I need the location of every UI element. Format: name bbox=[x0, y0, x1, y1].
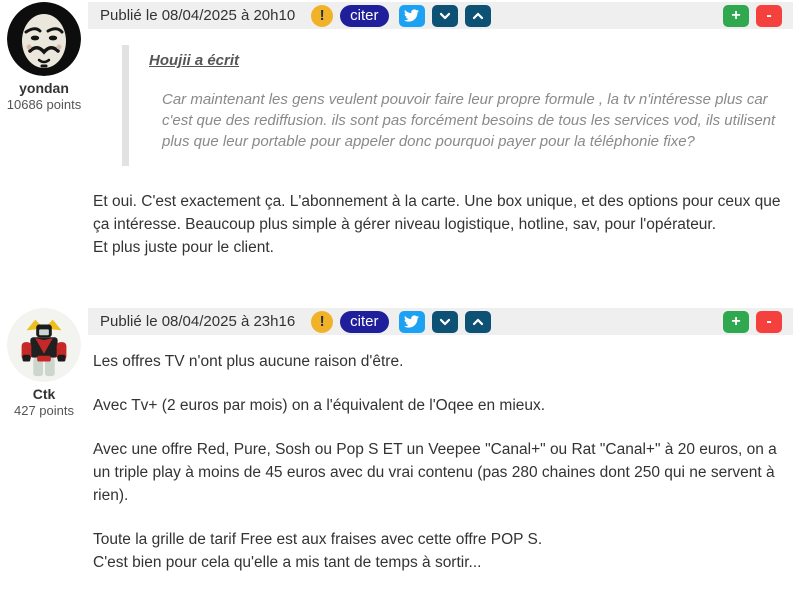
downvote-minus-button[interactable]: - bbox=[756, 311, 782, 333]
twitter-bird-icon bbox=[404, 314, 419, 329]
quote-text: Car maintenant les gens veulent pouvoir faire leur propre formule , la tv n'intéresse plus car c'est que des rediffusion. ils sont pas forcément besoins de tous les services vod, ils utilisent plus que leur portable pour appeler donc pourquoi payer pour la téléphonie fixe? bbox=[162, 91, 776, 150]
chevron-up-icon bbox=[470, 8, 486, 24]
author-column bbox=[0, 2, 88, 280]
post-paragraph: Avec une offre Red, Pure, Sosh ou Pop S ET un Veepee "Canal+" ou Rat "Canal+" à 20 euros, on a un triple play à moins de 45 euros avec du vrai contenu (pas 280 chaines dont 250 qui ne servent à rien). bbox=[93, 441, 777, 504]
report-warning-button[interactable]: ! bbox=[311, 5, 333, 27]
move-up-button[interactable] bbox=[465, 5, 491, 27]
published-date: Publié le 08/04/2025 à 20h10 bbox=[100, 7, 296, 24]
quote-block bbox=[122, 45, 793, 166]
post-header-bar bbox=[88, 308, 793, 335]
avatar[interactable] bbox=[7, 2, 81, 76]
author-points: 427 points bbox=[14, 403, 74, 418]
twitter-share-button[interactable] bbox=[399, 5, 425, 27]
post-paragraph: Les offres TV n'ont plus aucune raison d'être. bbox=[93, 353, 404, 370]
upvote-plus-button[interactable]: + bbox=[723, 311, 749, 333]
downvote-minus-button[interactable]: - bbox=[756, 5, 782, 27]
author-points: 10686 points bbox=[6, 97, 82, 112]
post-paragraph: Toute la grille de tarif Free est aux fraises avec cette offre POP S. C'est bien pour cela qu'elle a mis tant de temps à sortir... bbox=[93, 531, 543, 571]
robot-avatar-icon bbox=[7, 308, 81, 382]
post-content bbox=[88, 2, 793, 280]
post-paragraph: Et oui. C'est exactement ça. L'abonnement à la carte. Une box unique, et des options pour ceux que ça intéresse. Beaucoup plus simple à gérer niveau logistique, hotline, sav, pour l'opérateur. Et plus juste pour le client. bbox=[93, 193, 781, 256]
post-paragraph: Avec Tv+ (2 euros par mois) on a l'équivalent de l'Oqee en mieux. bbox=[93, 397, 546, 414]
twitter-bird-icon bbox=[404, 8, 419, 23]
post-body bbox=[88, 350, 793, 574]
chevron-up-icon bbox=[470, 314, 486, 330]
quote-citer-button[interactable]: citer bbox=[340, 311, 388, 333]
author-column bbox=[0, 308, 88, 595]
move-up-button[interactable] bbox=[465, 311, 491, 333]
report-warning-button[interactable]: ! bbox=[311, 311, 333, 333]
chevron-down-icon bbox=[437, 8, 453, 24]
chevron-down-icon bbox=[437, 314, 453, 330]
guy-fawkes-mask-icon bbox=[7, 2, 81, 76]
avatar[interactable] bbox=[7, 308, 81, 382]
quote-author-title[interactable]: Houjii a écrit bbox=[149, 52, 240, 69]
author-name: yondan bbox=[19, 80, 69, 96]
twitter-share-button[interactable] bbox=[399, 311, 425, 333]
forum-post bbox=[0, 2, 793, 280]
forum-post bbox=[0, 308, 793, 595]
published-date: Publié le 08/04/2025 à 23h16 bbox=[100, 313, 296, 330]
upvote-plus-button[interactable]: + bbox=[723, 5, 749, 27]
author-name: Ctk bbox=[32, 386, 56, 402]
post-content bbox=[88, 308, 793, 595]
post-header-bar bbox=[88, 2, 793, 29]
move-down-button[interactable] bbox=[432, 311, 458, 333]
post-body bbox=[88, 190, 793, 259]
move-down-button[interactable] bbox=[432, 5, 458, 27]
quote-citer-button[interactable]: citer bbox=[340, 5, 388, 27]
